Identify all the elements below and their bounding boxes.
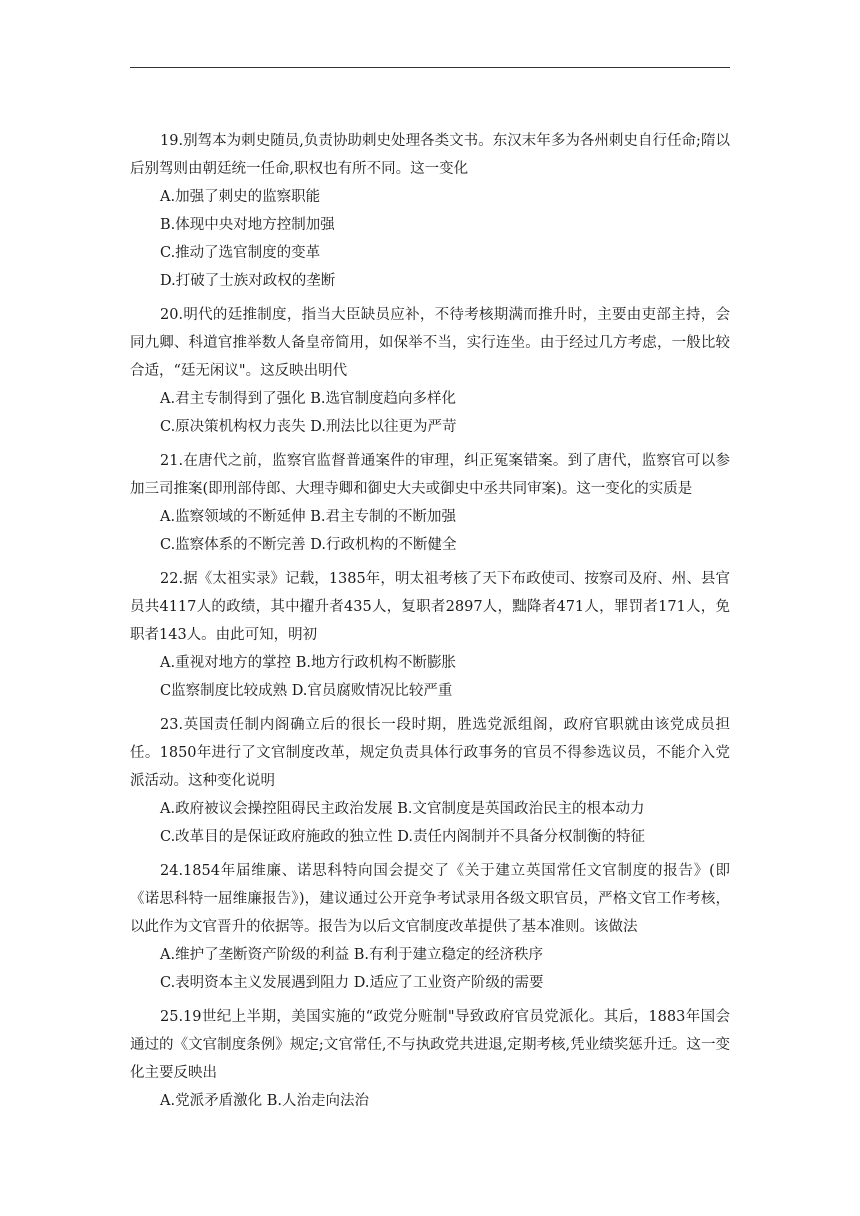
option-line: C.监察体系的不断完善 D.行政机构的不断健全 bbox=[160, 537, 457, 553]
question-stem: 21.在唐代之前，监察官监督普通案件的审理，纠正冤案错案。到了唐代，监察官可以参加三司推案(即刑部侍郎、大理寺卿和御史大夫或御史中丞共同审案)。这一变化的实质是 bbox=[130, 453, 730, 497]
question-list bbox=[130, 127, 730, 1121]
option-line: A.君主专制得到了强化 B.选官制度趋向多样化 bbox=[160, 391, 456, 407]
question-21 bbox=[130, 447, 730, 559]
option-line: A.政府被议会操控阻碍民主政治发展 B.文官制度是英国政治民主的根本动力 bbox=[160, 801, 645, 817]
option-line: A.监察领域的不断延伸 B.君主专制的不断加强 bbox=[160, 509, 456, 525]
question-stem: 25.19世纪上半期，美国实施的“政党分赃制"导致政府官员党派化。其后，1883年国会通过的《文官制度条例》规定;文官常任,不与执政党共进退,定期考核,凭业绩奖惩升迁。这一变化主要反映出 bbox=[130, 1009, 730, 1081]
question-25 bbox=[130, 1003, 730, 1115]
option-line: B.体现中央对地方控制加强 bbox=[160, 217, 335, 233]
question-stem: 23.英国责任制内阁确立后的很长一段时期，胜选党派组阁，政府官职就由该党成员担任。1850年进行了文官制度改革，规定负责具体行政事务的官员不得参选议员，不能介入党派活动。这种变化说明 bbox=[130, 717, 730, 789]
option-line: D.打破了士族对政权的垄断 bbox=[160, 273, 336, 289]
question-19 bbox=[130, 127, 730, 295]
option-line: C.推动了选官制度的变革 bbox=[160, 245, 321, 261]
option-line: C.表明资本主义发展遇到阻力 D.适应了工业资产阶级的需要 bbox=[160, 975, 544, 991]
option-line: A.加强了刺史的监察职能 bbox=[160, 189, 321, 205]
question-stem: 19.别驾本为刺史随员,负责协助刺史处理各类文书。东汉末年多为各州刺史自行任命;隋以后别驾则由朝廷统一任命,职权也有所不同。这一变化 bbox=[130, 133, 730, 177]
option-line: C.改革目的是保证政府施政的独立性 D.责任内阁制并不具备分权制衡的特征 bbox=[160, 829, 646, 845]
option-line: A.维护了垄断资产阶级的利益 B.有利于建立稳定的经济秩序 bbox=[160, 947, 543, 963]
option-line: C监察制度比较成熟 D.官员腐败情况比较严重 bbox=[160, 683, 453, 699]
question-stem: 22.据《太祖实录》记载，1385年，明太祖考核了天下布政使司、按察司及府、州、县官员共4117人的政绩，其中擢升者435人，复职者2897人，黜降者471人，罪罚者171人，免职者143人。由此可知，明初 bbox=[130, 571, 730, 643]
option-line: C.原决策机构权力丧失 D.刑法比以往更为严苛 bbox=[160, 419, 457, 435]
question-stem: 24.1854年届维廉、诺思科特向国会提交了《关于建立英国常任文官制度的报告》(即《诺思科特一屈维廉报告》)，建议通过公开竞争考试录用各级文职官员，严格文官工作考核，以此作为文官晋升的依据等。报告为以后文官制度改革提供了基本准则。该做法 bbox=[130, 863, 730, 935]
option-line: A.重视对地方的掌控 B.地方行政机构不断膨胀 bbox=[160, 655, 456, 671]
question-20 bbox=[130, 301, 730, 441]
header-rule bbox=[130, 67, 730, 68]
question-stem: 20.明代的廷推制度，指当大臣缺员应补，不待考核期满而推升时，主要由吏部主持，会同九卿、科道官推举数人备皇帝简用，如保举不当，实行连坐。由于经过几方考虑，一般比较合适，“廷无闲议"。这反映出明代 bbox=[130, 307, 730, 379]
question-23 bbox=[130, 711, 730, 851]
question-24 bbox=[130, 857, 730, 997]
option-line: A.党派矛盾激化 B.人治走向法治 bbox=[160, 1093, 369, 1109]
question-22 bbox=[130, 565, 730, 705]
